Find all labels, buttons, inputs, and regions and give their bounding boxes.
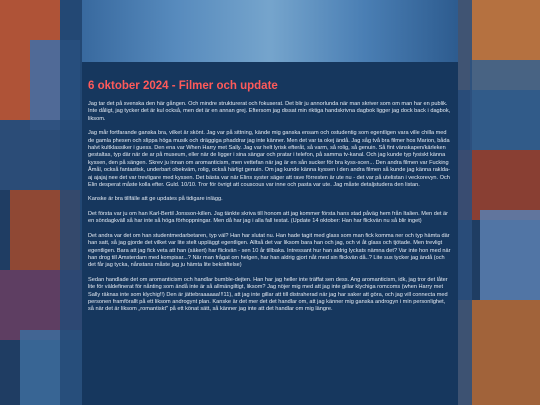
post-paragraph-2: Jag mår fortfarande ganska bra, vilket är skönt. Jag var på sittning, kände mig ganska ensam och ostudentig som egentligen vara ville chilla med de gamla phesen och slippa höga musik och dräggiga phaddrar jag inte känner. Men det var ta okej ändå. Jag såg två bra filmer hos Marion, båda halvt kultklassiker i guess. Den ena var When Harry met Sally. Jag var helt lyrisk efteråt, så varm, så rolig, så genuin. Så fint vänskapen/kärleken gestaltas, typ där när de ar på museum, eller när de ligger i sina sängar och pratar i telefon, på samma tv-kanal. Och jag kunde typ fysiskt känna kyssen, den på sängen. Skrev ju innan om aromanticism, men vettefan när jag är en sån sucker för bra kyss-scen... Den andra filmen var Fucking Åmål, också fantastisk, underbart obekväm, rolig, också härligt genuin. Om jag kunde känna kyssen i den andra filmen så kunde jag känna raklda- aj ajajaj nee det var trevligare med kyssen. Det bästa var när Elins syster säger att rave förresten är ute nu - det var på utelistan i veckorevyn. Och Elin desperat måste kolla efter. Guld. 10/10. Tror för övrigt att couscous var inne och pasta var ute. Jag måste detaljstudera den listan. (88, 130, 450, 189)
post-paragraph-5: Det andra var det om han studentmedarbetaren, typ väl? Han har slutat nu. Han hade tagit med glass som man fick komma ner och typ hämta där han satt, så jag gjorde det vilket var lite stelt uppläggt egentligen. Alltså det var liksom bara han och jag, och vi åt glass och tjötade. Men trevligt egentligen. Bara att jag fick veta att han (säkert) har flickvän - sen 10 år tillbaka. Intressant hur han aldrig lyckats nämna det? Var inte hon med när han drog till Amsterdam med kompisar...? När man frågat om helgen, har han aldrig gjort nåt med sin flickvän då..? Lite sus tycker jag ändå (och det får jag tycka, nånstans måste jag ju hämta lite bekräftelse) (88, 232, 451, 269)
post-paragraph-4: Det första var ju om han Karl-Bertil Jonsson-killen. Jag tänkte skriva till honom att jag kommer första hans stad påväg hem från Italien. Men det är en söndagkväll så har inte så höga förhoppningar. Men då har jag i alla fall testat. (Update 14 oktober: Han har flickvän nu så blir inget) (88, 210, 449, 225)
post-paragraph-6: Sedan handlade det om aromanticism och handlar bumble-dejten. Han har jag heller inte träffat sen dess. Ang aromanticism, idk, jag tror det låter lite för väldefinerat för nånting som ändå inte är så allmängiltigt, liksom? Jag nöjer mig med att jag inte gillar klychiga romcoms (when Harry met Sally räknas inte som klychig!!) Den är jättebraaaaaa!!!11), att jag inte gillar att till distraherad när jag har saker att göra, och jag vill connecta med personen framförallt på ett liksom androgynt plan. Kanske är det mer det det handlar om, att jag känner mig ganska androgyn i min personlighet, så när det är liksom „romantiskt" på ett könat sätt, så känner jag inte att det handlar om mig längre. (88, 276, 448, 313)
header-banner (82, 0, 458, 62)
blog-post (82, 62, 458, 405)
post-paragraph-1: Jag tar det på svenska den här gången. Och mindre strukturerat och fokuserat. Det blir ju annorlunda när man skriver som om man har en publik. Inte dåligt, jag tycker det är kul också, men det är en annan grej. Eftersom jag dissat min riktiga handskrivna dagbok ligger jag dock back i dagbok, liksom. (88, 101, 451, 122)
post-title[interactable]: 6 oktober 2024 - Filmer och update (88, 80, 278, 92)
post-paragraph-3: Kanske är bra tillfälle att ge updates på tidigare inlägg. (88, 196, 223, 203)
